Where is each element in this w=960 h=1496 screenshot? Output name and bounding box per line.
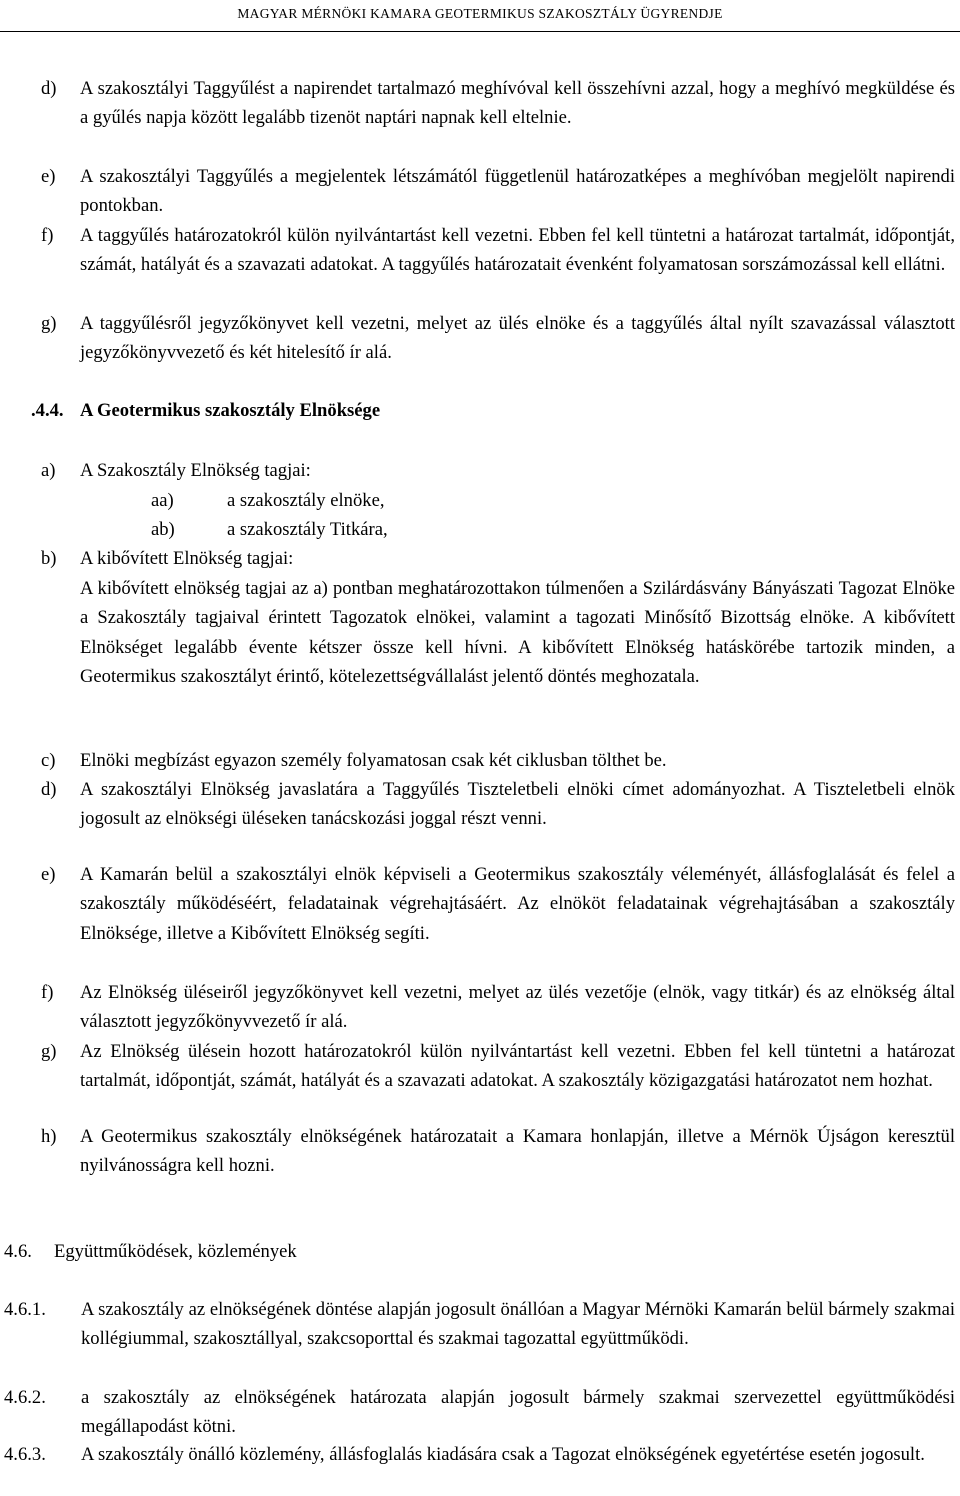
list-item (41, 775, 955, 834)
list-item-label: f) (41, 225, 54, 246)
section-title: A Geotermikus szakosztály Elnöksége (80, 400, 381, 421)
numbered-item (4, 1440, 955, 1469)
list-item-text: Elnöki megbízást egyazon személy folyamatosan csak két ciklusban tölthet be. (80, 750, 667, 771)
running-header: MAGYAR MÉRNÖKI KAMARA GEOTERMIKUS SZAKOSZTÁLY ÜGYRENDJE (237, 6, 723, 21)
list-item (41, 221, 955, 280)
list-item-text: A kibővített Elnökség tagjai: (80, 548, 294, 569)
list-item-label: g) (41, 313, 57, 334)
list-item-label: h) (41, 1126, 57, 1147)
list-item-text: Az Elnökség ülésein hozott határozatokról külön nyilvántartást kell vezetni. Ebben fel kell tüntetni a határozat tartalmát, időpontját, számát, hatályát és a szavazati adatokat. A szakosztály közigazgatási határozatot nem hozhat. (80, 1041, 955, 1092)
sub-list-item (151, 486, 384, 515)
list-item (41, 309, 955, 368)
list-item-label: d) (41, 78, 57, 99)
list-item (41, 544, 955, 573)
list-item-label: b) (41, 548, 57, 569)
sub-list-item-label: ab) (151, 519, 175, 540)
list-item (41, 456, 955, 485)
paragraph: A kibővített elnökség tagjai az a) pontban meghatározottakon túlmenően a Szilárdásvány Bányászati Tagozat Elnöke a Szakosztály tagjaival érintett Tagozatok elnökei, valamint a tagozati Minősítő Bizottság elnöke. A kibővített Elnökséget legalább évente kétszer össze kell hívni. A kibővített Elnökség hatáskörébe tartozik minden, a Geotermikus szakosztályt érintő, kötelezettségvállalást jelentő döntés meghozatala. (80, 578, 955, 687)
list-item (41, 746, 955, 775)
list-item-label: e) (41, 864, 56, 885)
numbered-item-text: A szakosztály az elnökségének döntése alapján jogosult önállóan a Magyar Mérnöki Kamarán belül bármely szakmai kollégiummal, szakosztállyal, szakcsoporttal és szakmai tagozattal együttműködi. (81, 1299, 955, 1350)
numbered-item (4, 1383, 955, 1442)
subsection-title: Együttműködések, közlemények (54, 1241, 297, 1262)
list-item-text: Az Elnökség üléseiről jegyzőkönyvet kell vezetni, melyet az ülés vezetője (elnök, vagy titkár) és az elnökség által választott jegyzőkönyvvezető ír alá. (80, 982, 955, 1033)
numbered-item-label: 4.6.1. (4, 1299, 46, 1320)
list-item (41, 860, 955, 948)
list-item-text: A szakosztályi Taggyűlés a megjelentek létszámától függetlenül határozatképes a meghívóban megjelölt napirendi pontokban. (80, 166, 955, 217)
numbered-item (4, 1295, 955, 1354)
list-item-text: A szakosztályi Taggyűlést a napirendet tartalmazó meghívóval kell összehívni azzal, hogy a meghívó megküldése és a gyűlés napja között legalább tizenöt naptári napnak kell eltelnie. (80, 78, 955, 129)
list-item-text: A Szakosztály Elnökség tagjai: (80, 460, 311, 481)
list-item-text: A Kamarán belül a szakosztályi elnök képviseli a Geotermikus szakosztály véleményét, állásfoglalását és felel a szakosztály működéséért, feladatainak végrehajtásáért. Az elnököt feladatainak végrehajtásában a szakosztály Elnöksége, illetve a Kibővített Elnökség segíti. (80, 864, 955, 944)
list-item (41, 978, 955, 1037)
list-item-text: A szakosztályi Elnökség javaslatára a Taggyűlés Tiszteletbeli elnöki címet adományozhat. A Tiszteletbeli elnök jogosult az elnökségi üléseken tanácskozási joggal részt venni. (80, 779, 955, 830)
list-item (41, 74, 955, 133)
list-item-text: A taggyűlés határozatokról külön nyilvántartást kell vezetni. Ebben fel kell tüntetni a határozat tartalmát, időpontját, számát, hatályát és a szavazati adatokat. A taggyűlés határozatait évenként folyamatosan sorszámozással kell ellátni. (80, 225, 955, 276)
list-item-label: f) (41, 982, 54, 1003)
sub-list-item-text: a szakosztály elnöke, (227, 490, 385, 511)
numbered-item-label: 4.6.3. (4, 1444, 46, 1465)
list-item (41, 162, 955, 221)
sub-list-item-text: a szakosztály Titkára, (227, 519, 388, 540)
list-item (41, 1037, 955, 1096)
list-item-label: c) (41, 750, 56, 771)
numbered-item-label: 4.6.2. (4, 1387, 46, 1408)
list-item (41, 1122, 955, 1181)
list-item-label: g) (41, 1041, 57, 1062)
sub-list-item-label: aa) (151, 490, 174, 511)
sub-list-item (151, 515, 388, 544)
list-item-label: d) (41, 779, 57, 800)
header-rule (0, 31, 960, 32)
list-item-label: e) (41, 166, 56, 187)
section-number: .4.4. (31, 400, 64, 421)
subsection-number: 4.6. (4, 1241, 32, 1262)
list-item-text: A taggyűlésről jegyzőkönyvet kell vezetni, melyet az ülés elnöke és a taggyűlés által nyílt szavazással választott jegyzőkönyvvezető és két hitelesítő ír alá. (80, 313, 955, 364)
numbered-item-text: a szakosztály az elnökségének határozata alapján jogosult bármely szakmai szervezettel együttműködési megállapodást kötni. (81, 1387, 955, 1438)
numbered-item-text: A szakosztály önálló közlemény, állásfoglalás kiadására csak a Tagozat elnökségének egyetértése esetén jogosult. (81, 1444, 925, 1465)
list-item-text: A Geotermikus szakosztály elnökségének határozatait a Kamara honlapján, illetve a Mérnök Újságon keresztül nyilvánosságra kell hozni. (80, 1126, 955, 1177)
list-item-label: a) (41, 460, 56, 481)
